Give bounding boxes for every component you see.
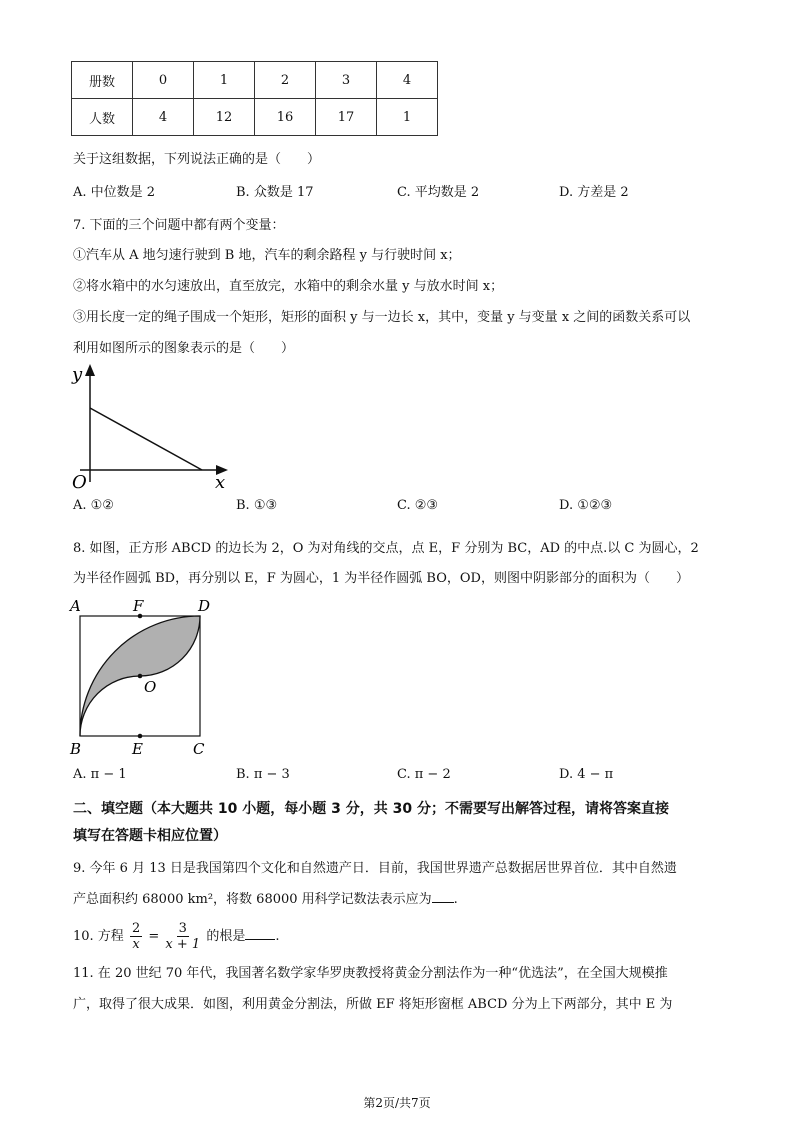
label-d: D xyxy=(198,597,211,615)
equals-sign: = xyxy=(148,929,160,944)
q6-stem: 关于这组数据，下列说法正确的是（ ） xyxy=(73,152,321,167)
q10-end: . xyxy=(275,929,280,944)
q9-line-2-end: . xyxy=(453,892,458,907)
table-cell: 1 xyxy=(377,99,438,136)
q8-figure xyxy=(62,594,222,760)
q7-item-2: ②将水箱中的水匀速放出，直至放完，水箱中的剩余水量 y 与放水时间 x； xyxy=(73,279,504,294)
q7-option-a: A. ①② xyxy=(73,498,114,513)
q8-line-2: 为半径作圆弧 BD，再分别以 E，F 为圆心，1 为半径作圆弧 BO，OD，则图中阴影部分的面积为（ ） xyxy=(73,571,689,586)
fraction-2-numerator: 3 xyxy=(178,921,187,936)
table-row xyxy=(72,62,438,99)
answer-blank[interactable] xyxy=(432,890,454,903)
q8-option-d: D. 4 − π xyxy=(559,767,614,782)
fraction-1-denominator: x xyxy=(132,937,140,952)
q6-option-d: D. 方差是 2 xyxy=(559,185,629,200)
table-cell: 3 xyxy=(316,62,377,99)
q10-prefix: 10. 方程 xyxy=(73,929,124,944)
q8-option-c: C. π − 2 xyxy=(397,767,451,782)
label-o: O xyxy=(144,678,157,696)
q10-line xyxy=(73,920,279,954)
q11-line-1: 11. 在 20 世纪 70 年代，我国著名数学家华罗庚教授将黄金分割法作为一种“优选法”，在全国大规模推 xyxy=(73,966,668,981)
point-o xyxy=(138,674,143,679)
table-cell: 人数 xyxy=(72,99,133,136)
table-cell: 12 xyxy=(194,99,255,136)
table-cell: 2 xyxy=(255,62,316,99)
table-row xyxy=(72,99,438,136)
answer-blank[interactable] xyxy=(245,927,275,940)
label-b: B xyxy=(70,740,82,758)
y-label: y xyxy=(72,364,83,385)
table-cell: 0 xyxy=(133,62,194,99)
table-cell: 1 xyxy=(194,62,255,99)
origin-label: O xyxy=(72,472,87,492)
q9-line-2-text: 产总面积约 68000 km²，将数 68000 用科学记数法表示应为 xyxy=(73,892,432,907)
q7-graph xyxy=(62,360,242,492)
q9-line-2 xyxy=(73,890,458,910)
label-e: E xyxy=(132,740,143,758)
q8-option-a: A. π − 1 xyxy=(73,767,127,782)
y-axis-arrow xyxy=(85,364,95,376)
q7-item-3: ③用长度一定的绳子围成一个矩形，矩形的面积 y 与一边长 x，其中，变量 y 与变量 x 之间的函数关系可以 xyxy=(73,310,691,325)
table-cell: 4 xyxy=(377,62,438,99)
q7-option-d: D. ①②③ xyxy=(559,498,613,513)
point-e xyxy=(138,734,143,739)
q6-option-c: C. 平均数是 2 xyxy=(397,185,480,200)
q6-option-a: A. 中位数是 2 xyxy=(73,185,156,200)
frequency-table xyxy=(71,61,438,136)
label-a: A xyxy=(70,597,81,615)
q7-item-1: ①汽车从 A 地匀速行驶到 B 地，汽车的剩余路程 y 与行驶时间 x； xyxy=(73,248,461,263)
table-cell: 册数 xyxy=(72,62,133,99)
label-c: C xyxy=(193,740,205,758)
q6-option-b: B. 众数是 17 xyxy=(236,185,314,200)
q10-suffix: 的根是 xyxy=(206,929,246,944)
q7-item-4: 利用如图所示的图象表示的是（ ） xyxy=(73,341,295,356)
page-footer: 第2页/共7页 xyxy=(363,1096,431,1110)
q7-stem: 7. 下面的三个问题中都有两个变量： xyxy=(73,218,285,233)
q7-option-c: C. ②③ xyxy=(397,498,439,513)
table-cell: 16 xyxy=(255,99,316,136)
fraction-2 xyxy=(165,921,200,952)
section2-heading-line1: 二、填空题（本大题共 10 小题，每小题 3 分，共 30 分；不需要写出解答过程，请将答案直接 xyxy=(73,801,669,817)
fraction-2-denominator: x + 1 xyxy=(165,937,201,952)
q11-line-2: 广，取得了很大成果．如图，利用黄金分割法，所做 EF 将矩形窗框 ABCD 分为上下两部分，其中 E 为 xyxy=(73,997,673,1012)
q9-line-1: 9. 今年 6 月 13 日是我国第四个文化和自然遗产日．目前，我国世界遗产总数据居世界首位．其中自然遗 xyxy=(73,861,677,876)
q8-line-1: 8. 如图，正方形 ABCD 的边长为 2，O 为对角线的交点，点 E，F 分别为 BC，AD 的中点.以 C 为圆心，2 xyxy=(73,541,699,556)
fraction-1 xyxy=(130,921,142,952)
graph-line xyxy=(90,408,202,470)
table-cell: 17 xyxy=(316,99,377,136)
fraction-1-numerator: 2 xyxy=(131,921,141,936)
q8-option-b: B. π − 3 xyxy=(236,767,290,782)
section2-heading-line2: 填写在答题卡相应位置） xyxy=(73,828,227,844)
x-label: x xyxy=(215,472,226,492)
q7-option-b: B. ①③ xyxy=(236,498,278,513)
label-f: F xyxy=(133,597,144,615)
table-cell: 4 xyxy=(133,99,194,136)
